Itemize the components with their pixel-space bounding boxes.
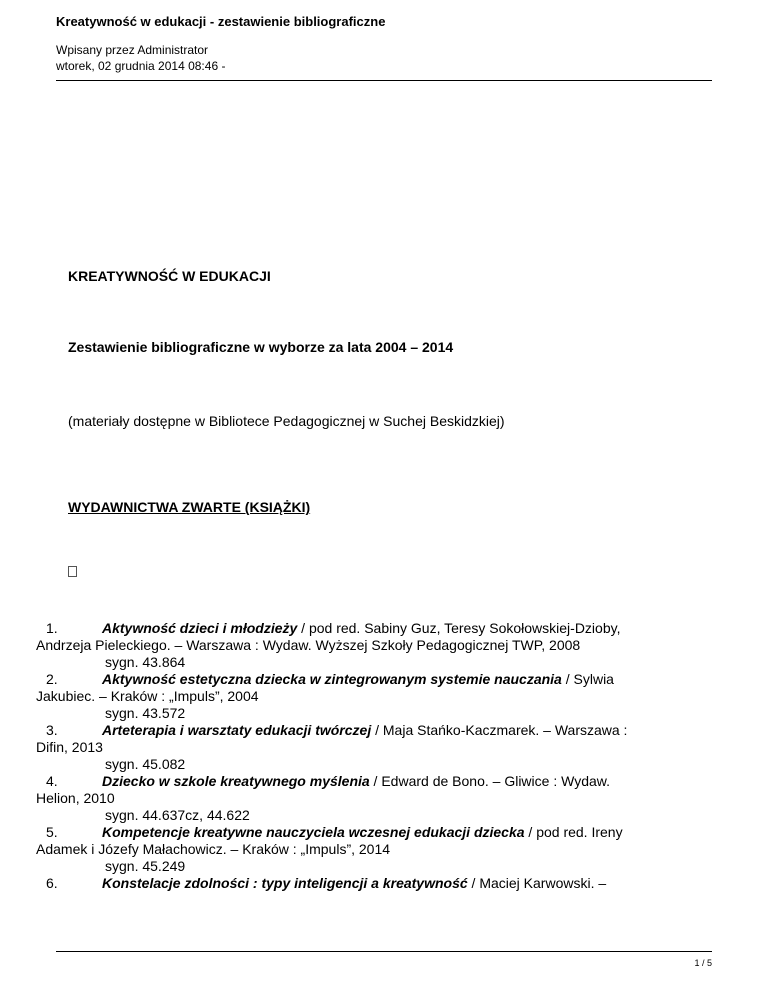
entry-details-continued: Andrzeja Pieleckiego. – Warszawa : Wydaw. Wyższej Szkoły Pedagogicznej TWP, 2008	[36, 637, 581, 653]
entry-signature: sygn. 43.864	[105, 654, 186, 670]
bibliography-entry	[36, 773, 716, 824]
bibliography-entry	[36, 620, 716, 671]
subheading: Zestawienie bibliograficzne w wyborze za lata 2004 – 2014	[68, 339, 454, 355]
entry-title: Aktywność dzieci i młodzieży	[102, 620, 298, 636]
document-title: Kreatywność w edukacji - zestawienie bibliograficzne	[56, 14, 386, 29]
entry-details-continued: Adamek i Józefy Małachowicz. – Kraków : „Impuls”, 2014	[36, 841, 391, 857]
bibliography-entry	[36, 875, 716, 892]
entry-details: / pod red. Sabiny Guz, Teresy Sokołowskiej-Dzioby,	[297, 620, 621, 636]
page-header	[56, 14, 712, 74]
entry-number: 2.	[46, 671, 58, 687]
entry-number: 1.	[46, 620, 58, 636]
entry-details-continued: Helion, 2010	[36, 790, 115, 806]
bibliography-entry	[36, 722, 716, 773]
entry-title: Dziecko w szkole kreatywnego myślenia	[102, 773, 370, 789]
entry-number: 5.	[46, 824, 58, 840]
missing-glyph-icon	[68, 566, 77, 577]
entry-number: 4.	[46, 773, 58, 789]
entry-title: Kompetencje kreatywne nauczyciela wczesnej edukacji dziecka	[102, 824, 525, 840]
entry-number: 6.	[46, 875, 58, 891]
main-heading: KREATYWNOŚĆ W EDUKACJI	[68, 268, 271, 284]
header-divider	[56, 80, 712, 81]
entry-details: / Edward de Bono. – Gliwice : Wydaw.	[369, 773, 610, 789]
entry-signature: sygn. 44.637cz, 44.622	[105, 807, 250, 823]
footer-divider	[56, 951, 712, 952]
bibliography-entry	[36, 824, 716, 875]
author-line: Wpisany przez Administrator	[56, 43, 209, 57]
entry-title: Arteterapia i warsztaty edukacji twórczej	[102, 722, 372, 738]
entry-number: 3.	[46, 722, 58, 738]
date-line: wtorek, 02 grudnia 2014 08:46 -	[56, 59, 226, 73]
entry-details: / pod red. Ireny	[524, 824, 623, 840]
bibliography-entry	[36, 671, 716, 722]
entry-title: Aktywność estetyczna dziecka w zintegrowanym systemie nauczania	[102, 671, 562, 687]
entry-signature: sygn. 45.249	[105, 858, 186, 874]
entry-details: / Maciej Karwowski. –	[467, 875, 607, 891]
entry-details: / Sylwia	[561, 671, 614, 687]
entry-details-continued: Difin, 2013	[36, 739, 103, 755]
page-number: 1 / 5	[694, 958, 712, 968]
bibliography-list	[36, 620, 716, 892]
entry-details: / Maja Stańko-Kaczmarek. – Warszawa :	[371, 722, 628, 738]
entry-signature: sygn. 45.082	[105, 756, 186, 772]
section-heading: WYDAWNICTWA ZWARTE (KSIĄŻKI)	[68, 499, 311, 515]
availability-note: (materiały dostępne w Bibliotece Pedagogicznej w Suchej Beskidzkiej)	[68, 413, 505, 429]
entry-details-continued: Jakubiec. – Kraków : „Impuls”, 2004	[36, 688, 259, 704]
entry-title: Konstelacje zdolności : typy inteligencji a kreatywność	[102, 875, 468, 891]
entry-signature: sygn. 43.572	[105, 705, 186, 721]
